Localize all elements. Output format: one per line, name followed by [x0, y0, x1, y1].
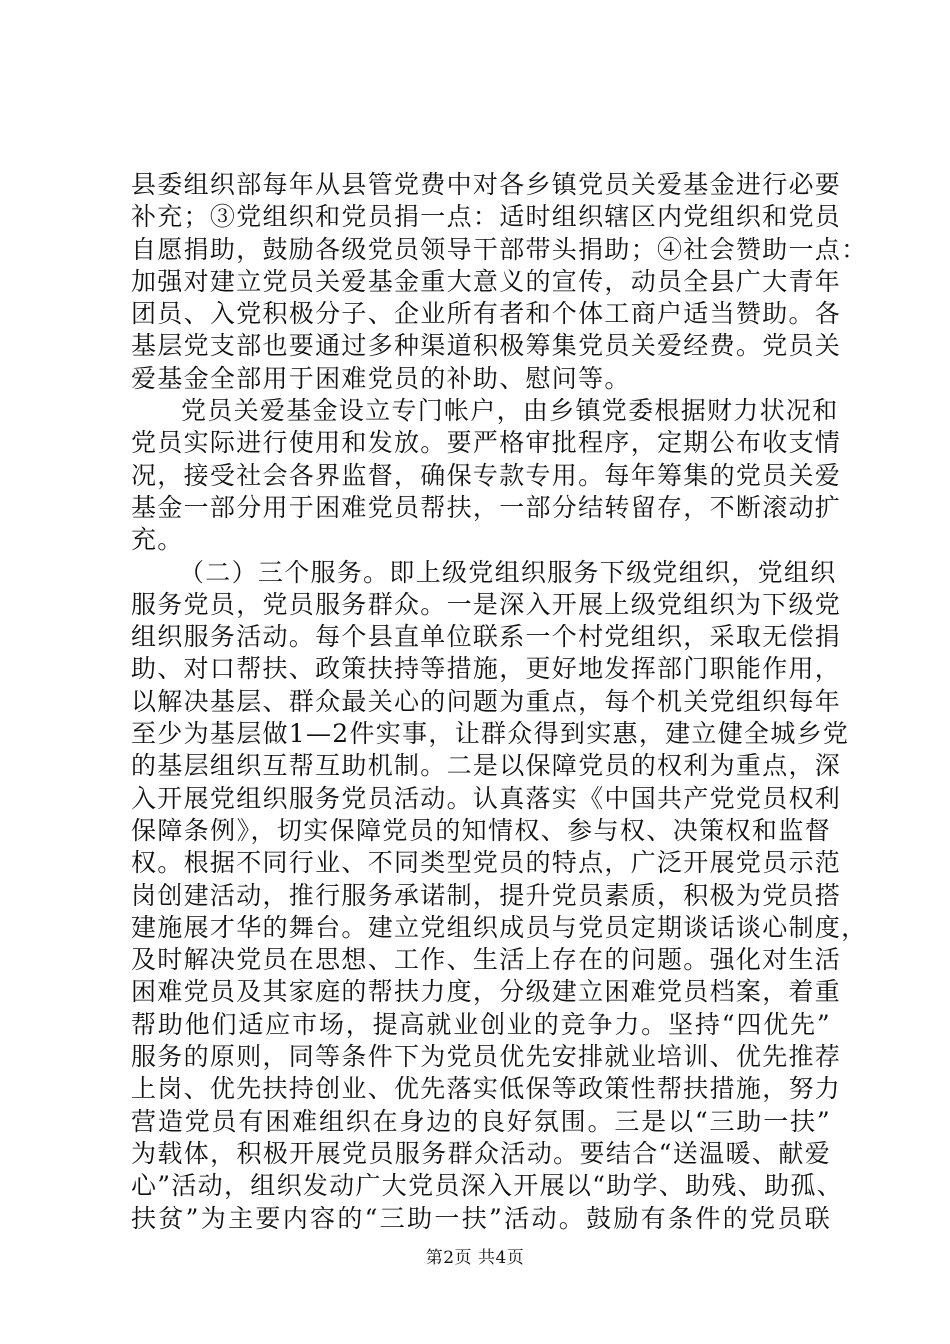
text-line: 党员关爱基金设立专门帐户，由乡镇党委根据财力状况和 — [181, 396, 839, 426]
text-line: 服务的原则，同等条件下为党员优先安排就业培训、优先推荐 — [131, 1042, 842, 1072]
page-footer: 第2页 共4页 — [425, 1248, 525, 1268]
text-line: 营造党员有困难组织在身边的良好氛围。三是以“三助一扶” — [131, 1106, 831, 1136]
text-line: 助、对口帮扶、政策扶持等措施，更好地发挥部门职能作用， — [131, 654, 842, 684]
text-line: 组织服务活动。每个县直单位联系一个村党组织，采取无偿捐 — [131, 622, 842, 652]
body-text — [131, 169, 868, 1235]
text-line: 及时解决党员在思想、工作、生活上存在的问题。强化对生活 — [131, 945, 842, 975]
text-line: 补充；③党组织和党员捐一点：适时组织辖区内党组织和党员 — [131, 202, 842, 232]
text-line: 县委组织部每年从县管党费中对各乡镇党员关爱基金进行必要 — [131, 170, 842, 199]
text-line: 入开展党组织服务党员活动。认真落实《中国共产党党员权利 — [131, 783, 842, 813]
text-line: 扶贫”为主要内容的“三助一扶”活动。鼓励有条件的党员联 — [131, 1203, 831, 1233]
text-line: 至少为基层做1—2件实事，让群众得到实惠，建立健全城乡党 — [131, 719, 850, 749]
text-line: 爱基金全部用于困难党员的补助、慰问等。 — [131, 363, 631, 393]
text-line: 加强对建立党员关爱基金重大意义的宣传，动员全县广大青年 — [131, 266, 842, 296]
text-line: 心”活动，组织发动广大党员深入开展以“助学、助残、助孤、 — [131, 1171, 843, 1201]
text-line: 团员、入党积极分子、企业所有者和个体工商户适当赞助。各 — [131, 299, 842, 329]
text-line: 服务党员，党员服务群众。一是深入开展上级党组织为下级党 — [131, 589, 842, 619]
text-line: 上岗、优先扶持创业、优先落实低保等政策性帮扶措施，努力 — [131, 1074, 842, 1104]
text-line: 党员实际进行使用和发放。要严格审批程序，定期公布收支情 — [131, 428, 842, 458]
text-line: 帮助他们适应市场，提高就业创业的竞争力。坚持“四优先” — [131, 1009, 831, 1039]
text-line: 保障条例》，切实保障党员的知情权、参与权、决策权和监督 — [131, 815, 831, 845]
text-line: 基金一部分用于困难党员帮扶，一部分结转留存，不断滚动扩 — [131, 492, 842, 522]
text-line: 的基层组织互帮互助机制。二是以保障党员的权利为重点，深 — [131, 751, 842, 781]
text-line: 况，接受社会各界监督，确保专款专用。每年筹集的党员关爱 — [131, 460, 842, 490]
text-line: 基层党支部也要通过多种渠道积极筹集党员关爱经费。党员关 — [131, 331, 842, 361]
text-line: 权。根据不同行业、不同类型党员的特点，广泛开展党员示范 — [131, 848, 842, 878]
text-line: 为载体，积极开展党员服务群众活动。要结合“送温暖、献爱 — [131, 1138, 831, 1168]
text-line: 困难党员及其家庭的帮扶力度，分级建立困难党员档案，着重 — [131, 977, 842, 1007]
text-line: 充。 — [131, 525, 184, 555]
text-line: 建施展才华的舞台。建立党组织成员与党员定期谈话谈心制度， — [131, 912, 868, 942]
text-line: 以解决基层、群众最关心的问题为重点，每个机关党组织每年 — [131, 686, 842, 716]
text-line: 自愿捐助，鼓励各级党员领导干部带头捐助；④社会赞助一点： — [131, 234, 868, 264]
text-line: 岗创建活动，推行服务承诺制，提升党员素质，积极为党员搭 — [131, 880, 842, 910]
text-line: （二）三个服务。即上级党组织服务下级党组织，党组织 — [179, 557, 837, 587]
